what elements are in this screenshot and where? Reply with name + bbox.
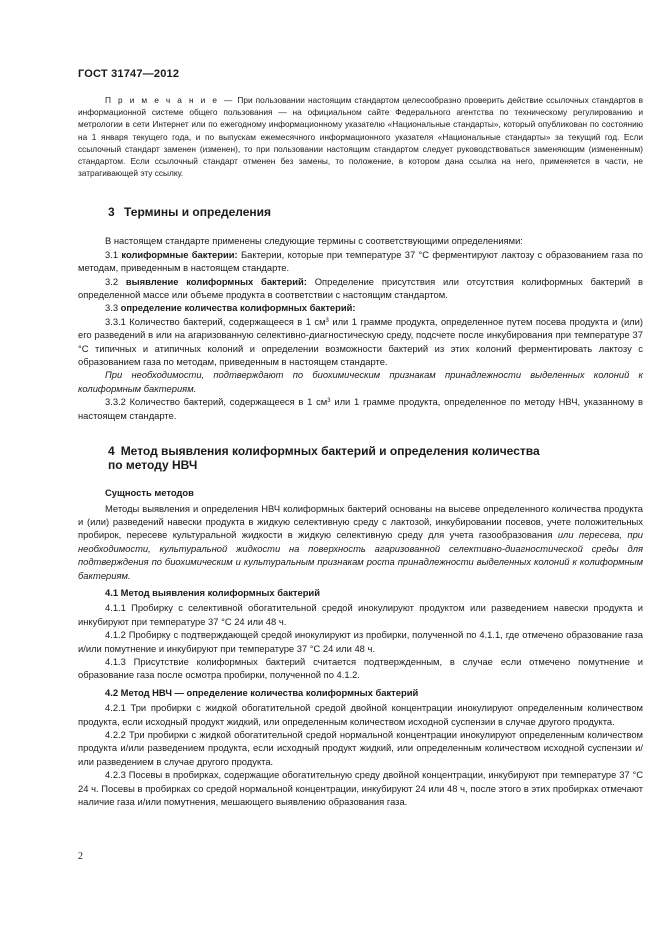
term-3-3 xyxy=(78,301,643,314)
standard-code-header: ГОСТ 31747—2012 xyxy=(78,68,180,80)
clause-4-2-1: 4.2.1 Три пробирки с жидкой обогатительной средой двойной концентрации инокулируют определенным количеством продукта, если исходный продукт жидкий, или определенным количеством исходной суспензии в случае другого продукта. xyxy=(78,702,643,727)
section-4-heading xyxy=(108,444,643,472)
term-3-2-definition: Определение присутствия или отсутствия колиформных бактерий в определенной массе или объеме продукта в соответствии с настоящим стандартом. xyxy=(78,275,643,301)
term-3-1-definition: Бактерии, которые при температуре 37 °С ферментируют лактозу с образованием газа по методам, приведенным в настоящем стандарте. xyxy=(78,248,643,274)
term-3-3-1-italic-note: При необходимости, подтверждают по биохимическим признакам принадлежности выделенных колоний к колиформным бактериям. xyxy=(78,369,643,394)
term-3-3-1-text-b: или 1 грамме продукта, определенное путем посева продукта и (или) его разведений в или на агаризованную селективно-диагностическую среду, подсчете после инкубирования при температуре 37 °С типичных и атипичных колоний и определении возможности бактерий из этих колоний ферментировать лактозу с образованием газа по методам, приведенным в настоящем стандарте. xyxy=(78,315,644,368)
term-3-1-name: колиформные бактерии: xyxy=(121,248,238,260)
section-4-title-line2: по методу НВЧ xyxy=(108,458,198,473)
note-text: При пользовании настоящим стандартом целесообразно проверить действие ссылочных стандартов в информационной системе общего пользования — на официальном сайте Федерального агентства по техническому регулированию и метрологии в сети Интернет или по ежегодному информационному указателю «Национальные стандарты», который опубликован по состоянию на 1 января текущего года, и по выпускам ежемесячного информационного указателя «Национальные стандарты» за текущий год. Если ссылочный стандарт заменен (изменен), то при пользовании настоящим стандартом следует руководствоваться заменяющим (измененным) стандартом. Если ссылочный стандарт отменен без замены, то положение, в котором дана ссылка на него, применяется в части, не затрагивающей эту ссылку. xyxy=(78,95,643,179)
term-3-2-number: 3.2 xyxy=(105,275,119,287)
section-3-intro: В настоящем стандарте применены следующие термины с соответствующими определениями: xyxy=(105,235,523,247)
essence-heading: Сущность методов xyxy=(105,487,194,499)
term-3-2 xyxy=(78,275,643,302)
clause-4-2-2: 4.2.2 Три пробирки с жидкой обогатительной средой нормальной концентрации инокулируют определенным количеством продукта и/или разведением продукта, если исходный продукт жидкий, или определенным количеством исходной суспензии и/или разведением в случае другого продукта. xyxy=(78,729,643,767)
section-4-title-line1: Метод выявления колиформных бактерий и определения количества xyxy=(120,444,540,459)
section-3-title: Термины и определения xyxy=(124,205,272,220)
term-3-3-2 xyxy=(78,395,643,422)
note-paragraph xyxy=(78,94,643,179)
section-3-heading xyxy=(108,205,643,219)
section-3-number: 3 xyxy=(108,205,115,220)
term-3-3-1 xyxy=(78,315,643,369)
superscript-3: 3 xyxy=(327,398,331,405)
subsection-4-1-heading: 4.1 Метод выявления колиформных бактерий xyxy=(105,586,320,598)
page-number: 2 xyxy=(78,851,83,862)
term-3-3-1-text-a: 3.3.1 Количество бактерий, содержащееся в 1 см xyxy=(105,315,326,327)
essence-paragraph xyxy=(78,502,643,582)
clause-4-1-1: 4.1.1 Пробирку с селективной обогатительной средой инокулируют продуктом или разведением навески продукта и инкубируют при температуре 37 °С 24 или 48 ч. xyxy=(78,602,643,627)
page-content xyxy=(78,94,643,808)
clause-4-1-2: 4.1.2 Пробирку с подтверждающей средой инокулируют из пробирки, полученной по 4.1.1, где отмечено образование газа и/или помутнение и инкубируют при температуре 37 °С 24 или 48 ч. xyxy=(78,629,643,654)
essence-text: Методы выявления и определения НВЧ колиформных бактерий основаны на высеве определенного количества продукта и (или) разведений навески продукта в жидкую селективную среду с лактозой, инкубировании посевов, учете положительных пробирок, пересеве культуральной жидкости в жидкую селективную среду для учета газообразования xyxy=(78,502,643,541)
term-3-2-name: выявление колиформных бактерий: xyxy=(125,275,307,287)
term-3-3-2-text-a: 3.3.2 Количество бактерий, содержащееся в 1 см xyxy=(105,396,328,408)
essence-italic-text: или пересева, при необходимости, культуральной жидкости на поверхность агаризованной селективно-диагностической среды для подтверждения по биохимическим и культуральным признакам роста принадлежности выделенных колоний к колиформным бактериям. xyxy=(78,529,643,581)
clause-4-2-3: 4.2.3 Посевы в пробирках, содержащие обогатительную среду двойной концентрации, инкубируют при температуре 37 °С 24 ч. Посевы в пробирках со средой нормальной концентрации, инкубируют 24 или 48 ч, после этого в этих пробирках отмечают наличие газа и/или помутнения, мешающего выявлению образования газа. xyxy=(78,769,643,808)
term-3-3-number: 3.3 xyxy=(105,302,119,314)
clause-4-1-3: 4.1.3 Присутствие колиформных бактерий считается подтвержденным, в случае если отмечено помутнение и образование газа после осмотра пробирки, полученной по 4.1.2. xyxy=(78,655,643,681)
superscript-3: 3 xyxy=(325,317,329,324)
section-4-number: 4 xyxy=(108,444,115,459)
term-3-3-2-text-b: или 1 грамме продукта, определенное по методу НВЧ, указанному в настоящем стандарте. xyxy=(78,396,644,421)
subsection-4-2-heading: 4.2 Метод НВЧ — определение количества колиформных бактерий xyxy=(105,686,419,698)
term-3-1-number: 3.1 xyxy=(105,248,119,260)
note-label: П р и м е ч а н и е — xyxy=(105,95,235,105)
term-3-3-name: определение количества колиформных бактерий: xyxy=(120,302,356,314)
term-3-1 xyxy=(78,248,643,275)
